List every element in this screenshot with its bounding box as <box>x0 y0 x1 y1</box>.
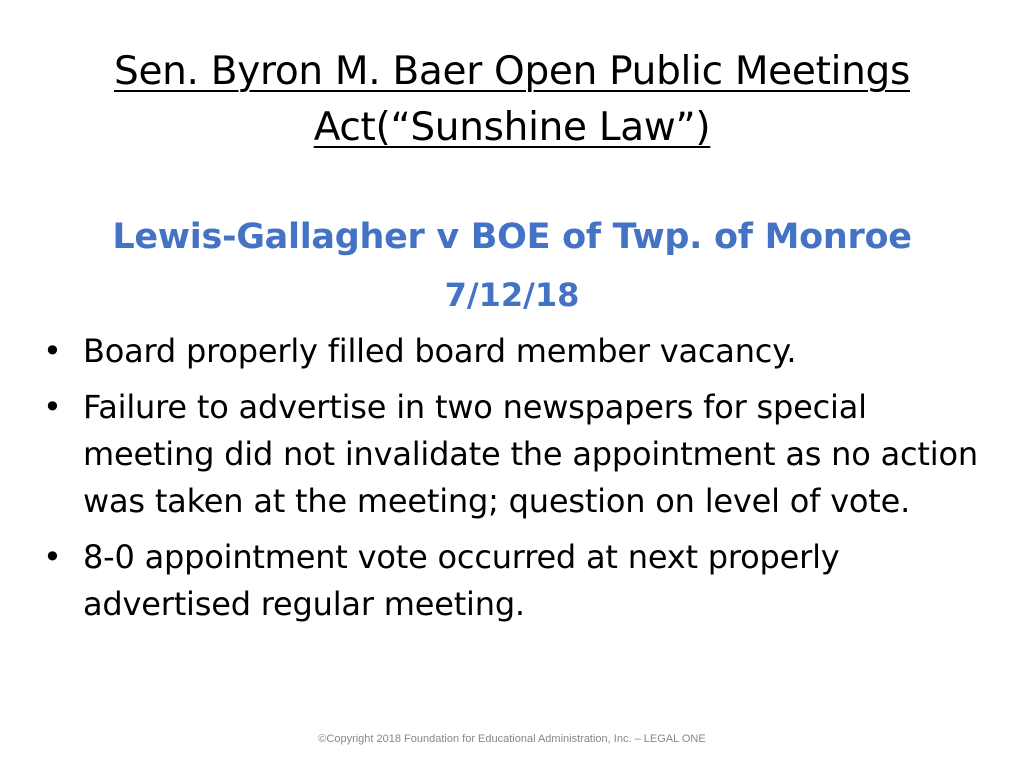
bullet-item <box>40 328 980 375</box>
bullet-item <box>40 534 980 628</box>
copyright-footer: ©Copyright 2018 Foundation for Educational Administration, Inc. – LEGAL ONE <box>318 733 706 745</box>
slide-title <box>40 44 984 156</box>
slide-title-line-2: Act(“Sunshine Law”) <box>313 105 711 150</box>
bullet-list <box>40 328 980 637</box>
slide-title-line-1: Sen. Byron M. Baer Open Public Meetings <box>113 49 910 94</box>
bullet-text: 8-0 appointment vote occurred at next properly advertised regular meeting. <box>83 538 840 623</box>
case-date: 7/12/18 <box>444 276 580 314</box>
bullet-icon: • <box>43 332 62 370</box>
bullet-icon: • <box>43 388 62 426</box>
bullet-text: Failure to advertise in two newspapers for special meeting did not invalidate the appointment as no action was taken at the meeting; question on level of vote. <box>83 388 978 520</box>
bullet-text: Board properly filled board member vacancy. <box>83 332 797 370</box>
case-name: Lewis-Gallagher v BOE of Twp. of Monroe <box>112 217 912 257</box>
bullet-item <box>40 384 980 525</box>
bullet-icon: • <box>43 538 62 576</box>
